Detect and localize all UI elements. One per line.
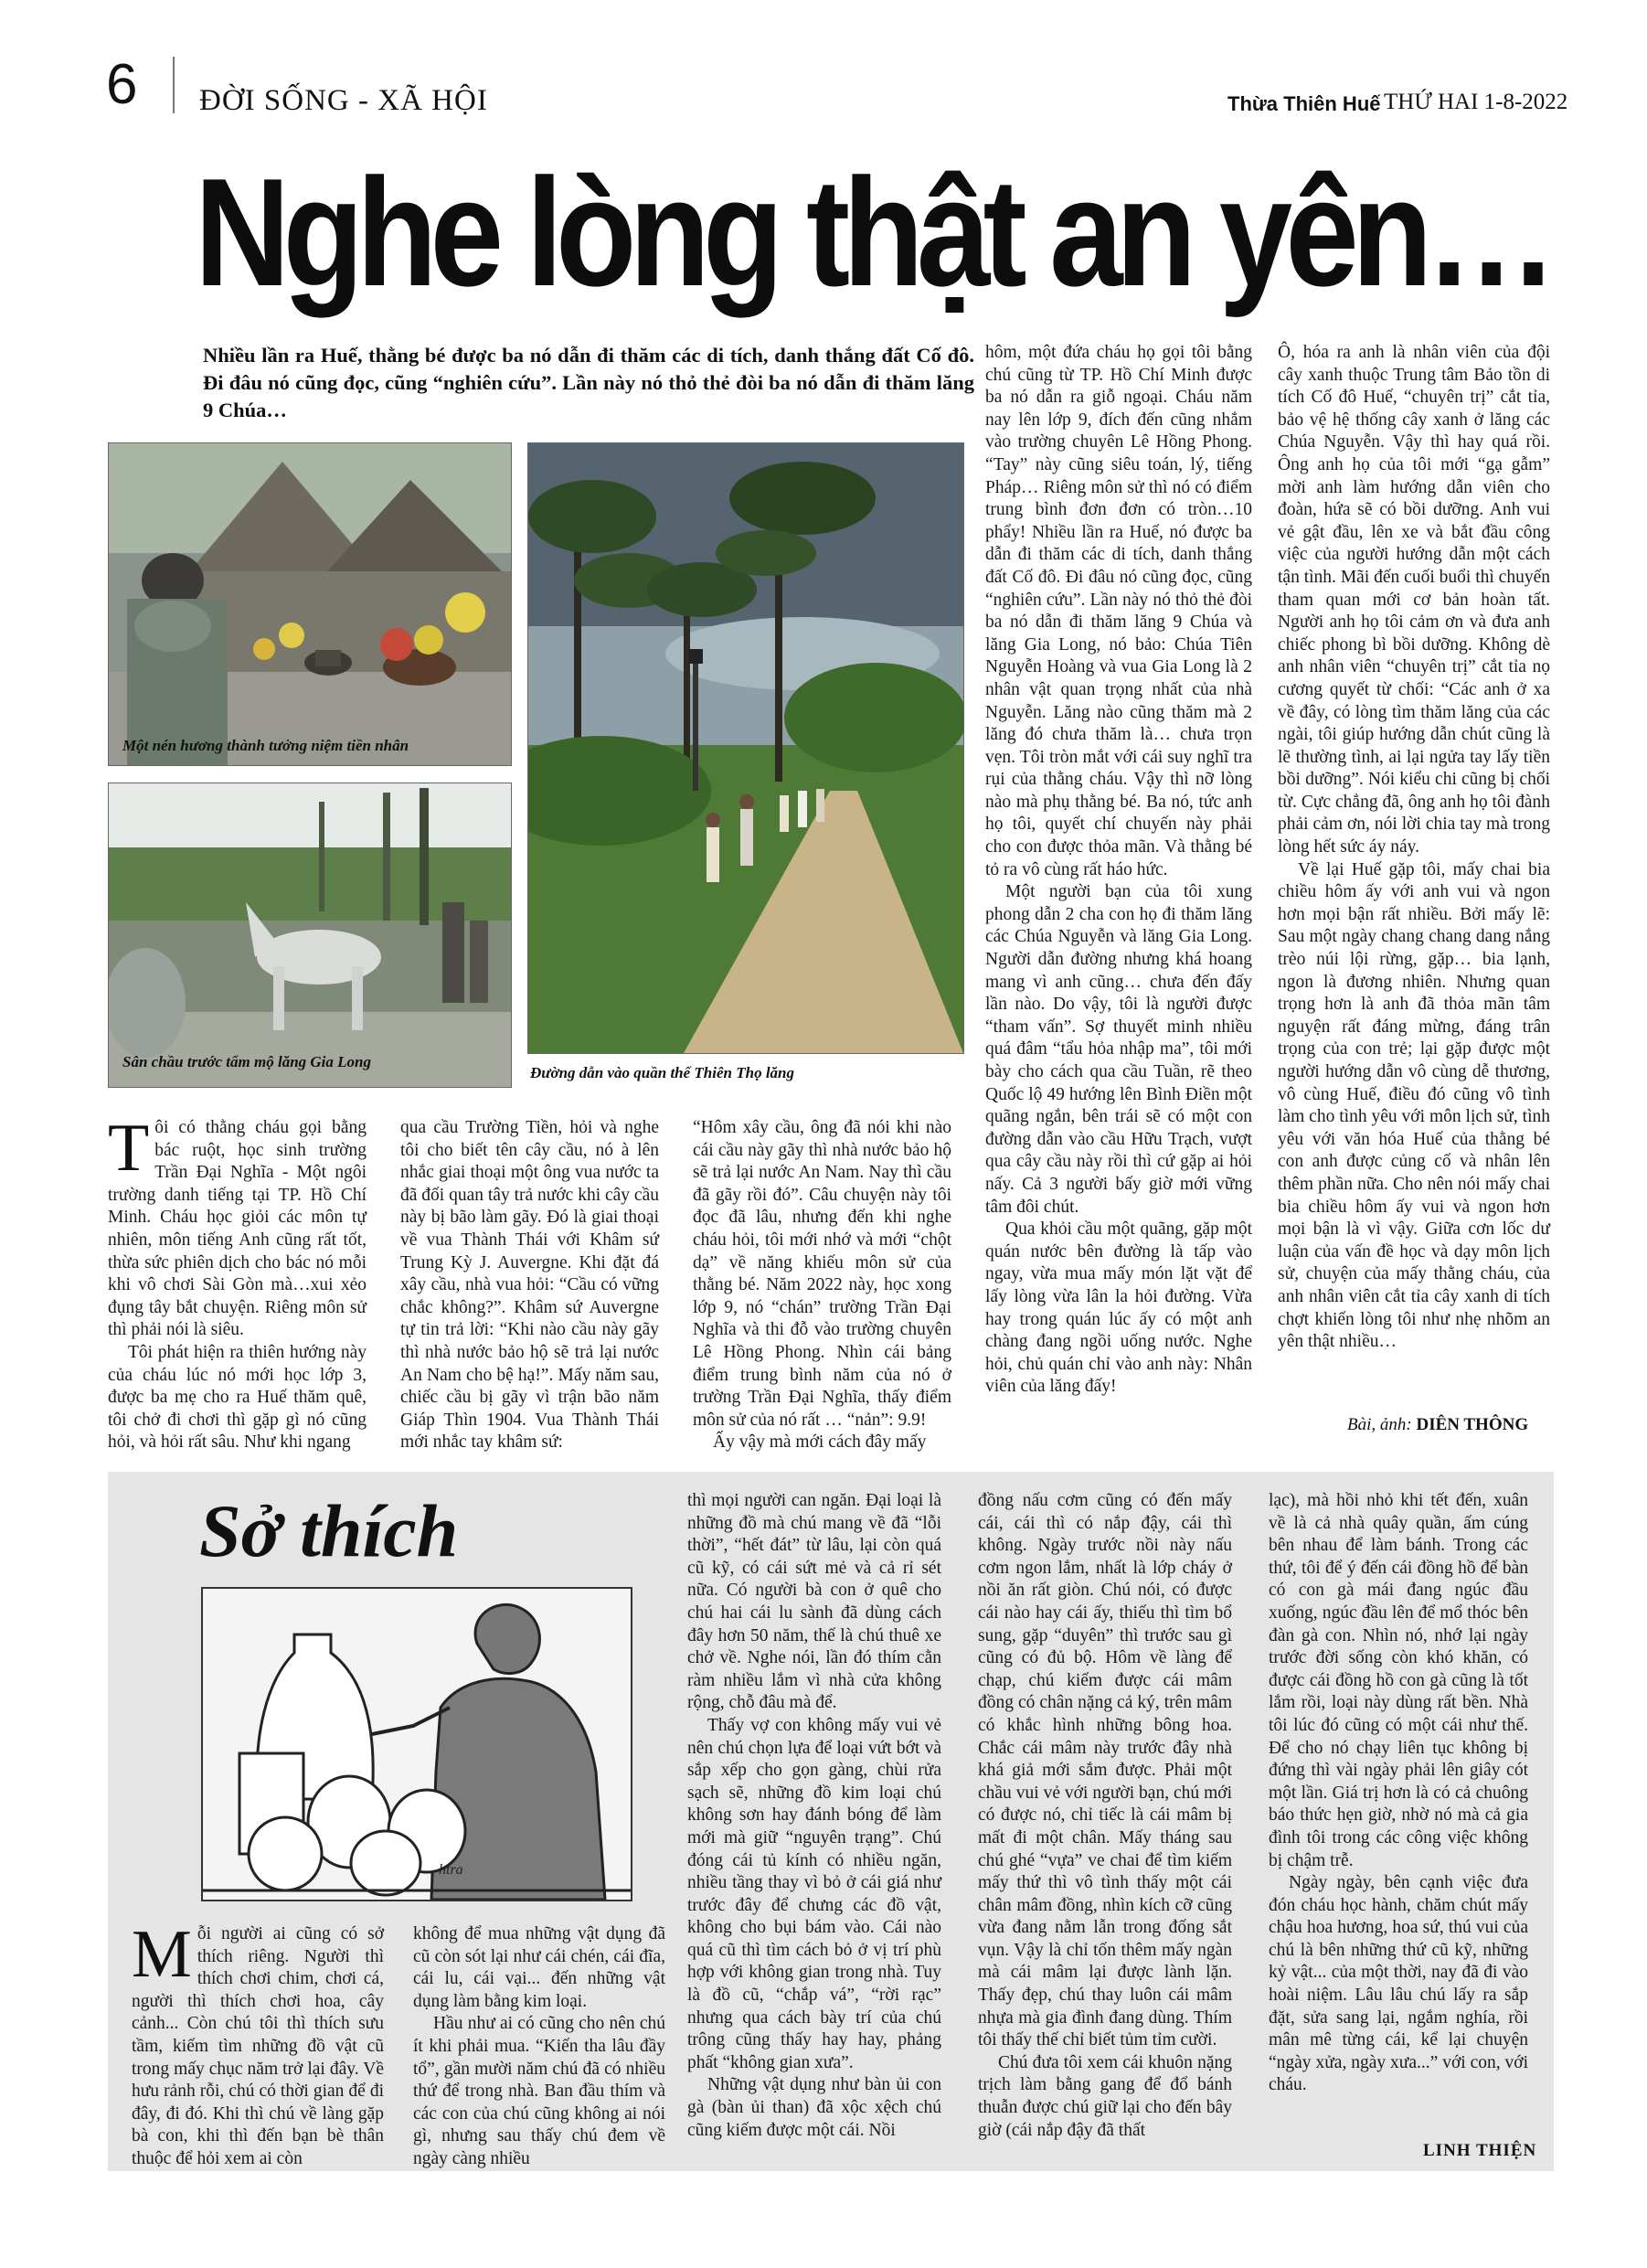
headline: Nghe lòng thật an yên… (195, 146, 1551, 318)
issue-date: THỨ HAI 1-8-2022 (1384, 90, 1568, 114)
feature-col1-p1: ỗi người ai cũng có sở thích riêng. Người thì thích chơi chim, chơi cá, người thì thích chơi hoa, cây cảnh... Còn chú tôi thì thích sưu tầm, kiếm tìm những đồ vật cũ trong mấy chục năm trở lại đây. Về hưu rảnh rỗi, chú có thời gian để đi đây, đi đó. Khi thì chú về làng gặp bà con, khi thì đến bạn bè thân thuộc để hỏi xem ai còn (132, 1924, 384, 2168)
feature-col3-p1: thì mọi người can ngăn. Đại loại là những đồ mà chú mang về đã “lỗi thời”, “hết đát” từ lâu, lại còn quá cũ kỹ, có cái sứt mẻ và cả rỉ sét nữa. Có người bà con ở quê cho chú hai cái lu sành đã dùng cách đây hơn 50 năm, thế là chú thuê xe chở về. Nghe nói, lần đó thím cằn ràm nhiều lắm vì nhà cửa không rộng, chỗ đâu mà để. (687, 1491, 941, 1713)
publication-name: Thừa Thiên Huế (1227, 92, 1381, 115)
page-number: 6 (106, 53, 138, 116)
photo-incense-caption: Một nén hương thành tưởng niệm tiền nhân (122, 737, 409, 754)
feature-col2-p2: Hầu như ai có cũng cho nên chú ít khi phải mua. “Kiến tha lâu đầy tổ”, gần mười năm chú đã có nhiều thứ để trong nhà. Ban đầu thím và các con của chú cũng không ai nói gì, nhưng sau thấy chú đem về ngày càng nhiều (413, 2014, 665, 2168)
feature-dropcap: M (132, 1917, 192, 1992)
article-col4-p1: hôm, một đứa cháu họ gọi tôi bằng chú cũng từ TP. Hồ Chí Minh được ba nó dẫn ra giỗ ngoại. Cháu năm nay lên lớp 9, đích đến cũng nhắm vào trường chuyên Lê Hồng Phong. “Tay” này cũng siêu toán, lý, tiếng Pháp… Riêng môn sử thì nó có điểm trung bình đơn đơn có tròn…10 phẩy! Nhiều lần ra Huế, nó được ba dẫn đi thăm các di tích, danh thắng đất Cố đô. Đi đâu nó cũng đọc, cũng “nghiên cứu”. Lần này nó thỏ thẻ đòi ba nó dẫn đi thăm lăng 9 Chúa và lăng Gia Long, nó bảo: Chúa Tiên Nguyễn Hoàng và vua Gia Long là 2 nhân vật quan trọng nhất của nhà Nguyễn. Lăng nào cũng thăm mà 2 lăng đó chưa thăm là… chưa trọn vẹn. Tôi tròn mắt với cái suy nghĩ tra rụi của thằng cháu. Vậy thì nỡ lòng nào mà phụ thằng bé. Ba nó, tức anh họ tôi, quyết chí chuyến này phải cho con được thỏa mãn. Và thằng bé tỏ ra vô cùng rất háo hức. (985, 343, 1252, 879)
byline-label: Bài, ảnh: (1347, 1415, 1412, 1434)
feature-col4-p2: Chú đưa tôi xem cái khuôn nặng trịch làm bằng gang để đổ bánh thuẫn được chú giữ lại cho đến bây giờ (cái nắp đậy đã thất (978, 2052, 1232, 2140)
article-col5-p1: Ô, hóa ra anh là nhân viên của đội cây xanh thuộc Trung tâm Bảo tồn di tích Cố đô Huế, “chuyên trị” cắt tỉa, bảo vệ hệ thống cây xanh ở lăng các Chúa Nguyễn. Vậy thì hay quá rồi. Ông anh họ của tôi mới “gạ gẫm” mời anh làm hướng dẫn viên cho đoàn, hứa sẽ có bồi dưỡng. Anh vui vẻ gật đầu, lên xe và bắt đầu công việc của người hướng dẫn một cách tận tình. Mãi đến cuối buổi thì chuyến tham quan mới cơ bản hoàn tất. Người anh họ tôi cảm ơn và đưa anh chiếc phong bì bồi dưỡng. Không dè anh nhân viên “chuyên trị” cắt tỉa nọ cương quyết từ chối: “Các anh ở xa về đây, có lòng tìm thăm lăng của các ngài, tôi giúp hướng dẫn chút cũng là lẽ thường tình, ai lại ngửa tay lấy tiền bồi dưỡng”. Nói kiểu chi cũng bị chối từ. Cực chẳng đã, ông anh họ tôi đành phải cảm ơn, nói lời chia tay mà trong lòng hết sức áy náy. (1278, 343, 1550, 857)
article-column-3 (693, 1117, 951, 1454)
article-lead: Nhiều lần ra Huế, thằng bé được ba nó dẫn đi thăm các di tích, danh thắng đất Cố đô. Đi đâu nó cũng đọc, cũng “nghiên cứu”. Lần này nó thỏ thẻ đòi ba nó dẫn đi thăm lăng 9 Chúa… (203, 344, 974, 421)
photo-stone-horse (108, 783, 512, 1088)
article-column-1 (108, 1111, 367, 1454)
article-col1-p2: Tôi phát hiện ra thiên hướng này của cháu lúc nó mới học lớp 3, được ba mẹ cho ra Huế thăm quê, tôi chở đi chơi thì gặp gì nó cũng hỏi, và hỏi rất sâu. Như khi ngang (108, 1342, 367, 1453)
photo-stone-horse-caption: Sân chầu trước tẩm mộ lăng Gia Long (122, 1053, 371, 1070)
feature-col2-p1: không để mua những vật dụng đã cũ còn sót lại như cái chén, cái đĩa, cái lu, cái vại... đến những vật dụng làm bằng kim loại. (413, 1924, 665, 2011)
photo-road (527, 442, 964, 1054)
feature-column-5 (1269, 1490, 1528, 2097)
article-col5-p2: Về lại Huế gặp tôi, mấy chai bia chiều hôm ấy với anh vui và ngon hơn mọi bận rất nhiều. Bởi mấy lẽ: Sau một ngày chang chang dang nắng trèo núi lội rừng, gặp… bia lạnh, ngon là đương nhiên. Nhưng quan trọng hơn là anh đã thỏa mãn tâm nguyện rất đáng mừng, đáng trân trọng của con trẻ; lại gặp được một người hướng dẫn vô cùng dễ thương, vô cùng Huế, điều đó cũng vô tình làm cho tình yêu với môn lịch sử, tình yêu với văn hóa Huế của thằng bé con anh được củng cố và nhân lên thêm phần nữa. Cho nên nói mấy chai bia chiều hôm ấy vui và ngon hơn mọi bận là vì vậy. Giữa cơn lốc dư luận của vấn đề học và dạy môn lịch sử, chuyện của mấy thằng cháu, của anh nhân viên cắt tỉa cây xanh di tích chợt khiến lòng tôi như nhẹ nhõm an yên thật nhiều… (1278, 859, 1550, 1352)
feature-illustration (201, 1587, 632, 1901)
photo-incense-image (109, 443, 511, 765)
photo-road-caption: Đường dẫn vào quần thể Thiên Thọ lăng (530, 1064, 794, 1081)
article-column-2 (400, 1117, 659, 1454)
article-byline (1347, 1415, 1528, 1435)
article-dropcap: T (108, 1111, 150, 1186)
article-col3-p2: Ấy vậy mà mới cách đây mấy (713, 1432, 927, 1453)
feature-col4-p1: đồng nấu cơm cũng có đến mấy cái, cái thì có nắp đậy, cái thì không. Ngày trước nồi này nấu cơm ngon lắm, nhất là lớp cháy ở nồi ăn rất giòn. Chú nói, có được cái nào hay cái ấy, thiếu thì tìm bổ sung, gặp “duyên” thì trước sau gì cũng có đủ bộ. Hôm về làng để chạp, chú kiếm được cái mâm đồng có chân nặng cả ký, trên mâm có khắc hình những bông hoa. Chắc cái mâm này trước đây nhà khá giả mới sắm được. Phải một chầu vui vẻ với người bạn, chú mới có được nó, chỉ tiếc là cái mâm bị mất đi một chân. Mấy tháng sau chú ghé “vựa” ve chai để tìm kiếm mấy thứ thì vô tình thấy một cái chân mâm đồng, nhìn kích cỡ cũng vừa đang nằm lẫn trong đống sắt vụn. Vậy là chỉ tốn thêm mấy ngàn mà cái mâm lại được lành lặn. Thấy đẹp, chú thay luôn cái mâm nhựa mà gia đình đang dùng. Thím tôi thấy thế chỉ biết tủm tỉm cười. (978, 1491, 1232, 2050)
article-col4-p3: Qua khỏi cầu một quãng, gặp một quán nước bên đường là tấp vào ngay, vừa mua mấy món lặt vặt để lấy lòng vừa lân la hỏi đường. Vừa hay trong quán lúc ấy có một anh chàng đang ngồi uống nước. Nghe hỏi, chủ quán chỉ vào anh này: Nhân viên của lăng đấy! (985, 1219, 1252, 1397)
feature-author: LINH THIỆN (1423, 2141, 1537, 2160)
article-col1-p1: ôi có thằng cháu gọi bằng bác ruột, học sinh trường Trần Đại Nghĩa - Một ngôi trường danh tiếng tại TP. Hồ Chí Minh. Cháu học giỏi các môn tự nhiên, môn tiếng Anh cũng rất tốt, thừa sức phiên dịch cho bác nó mỗi khi vô chơi Sài Gòn mà…xui xẻo đụng tây bắt chuyện. Riêng môn sử thì phải nói là siêu. (108, 1118, 367, 1340)
header-divider (173, 57, 175, 113)
feature-column-1 (132, 1917, 384, 2171)
article-col4-p2: Một người bạn của tôi xung phong dẫn 2 cha con họ đi thăm lăng các Chúa Nguyễn và lăng Gia Long. Người dẫn đường nhưng khá hoang mang vì anh cũng… chưa đến đấy lần nào. Do vậy, tôi là người được “tham vấn”. Sợ thuyết minh nhiều quá đâm “tẩu hỏa nhập ma”, tôi mới bày cho cách qua cầu Tuần, rẽ theo Quốc lộ 49 hướng lên Bình Điền một quãng ngắn, bên trái sẽ có một con đường dẫn vào cầu Hữu Trạch, vượt qua cây cầu này rồi thì cứ gặp ai hỏi nấy. Cả 3 người bấy giờ mới vững tâm đôi chút. (985, 882, 1252, 1217)
feature-col3-p2: Thấy vợ con không mấy vui vẻ nên chú chọn lựa để loại vứt bớt và sắp xếp cho gọn gàng, chùi rửa sạch sẽ, những đồ kim loại chú không sơn hay đánh bóng để làm mới mà giữ “nguyên trạng”. Chú đóng cái tủ kính có nhiều ngăn, nhiều tầng thay vì bỏ ở cái giá như trước đây để chưng các đồ vật, không cho bụi bám vào. Cái nào quá cũ thì tìm cách bỏ ở vị trí phù hợp với không gian trong nhà. Tuy là đồ cũ, “chắp vá”, “rời rạc” nhưng qua cách bày trí của chú trông cũng thấy hay hay, phảng phất “không gian xưa”. (687, 1715, 941, 2072)
illustration-collector-image (203, 1589, 631, 1900)
article-col2-p1: qua cầu Trường Tiền, hỏi và nghe tôi cho biết tên cây cầu, nó à lên nhắc giai thoại một ông vua nước ta đã đối quan tây trả nước khi cây cầu này bị bão làm gãy. Đó là giai thoại về vua Thành Thái với Khâm sứ Trung Kỳ J. Auvergne. Khi đặt đá xây cầu, nhà vua hỏi: “Cầu có vững chắc không?”. Khâm sứ Auvergne tự tin trả lời: “Khi nào cầu này gãy thì nhà nước bảo hộ sẽ trả lại nước An Nam cho bệ hạ!”. Mấy năm sau, chiếc cầu bị gãy vì trận bão năm Giáp Thìn 1904. Vua Thành Thái mới nhắc tay khâm sứ: (400, 1118, 659, 1453)
byline-name: DIÊN THÔNG (1416, 1415, 1529, 1434)
photo-incense (108, 442, 512, 766)
feature-col3-p3: Những vật dụng như bàn ủi con gà (bàn ủi than) đã xộc xệch chú cũng kiếm được một cái. Nồi (687, 2075, 941, 2140)
feature-col5-p1: lạc), mà hồi nhỏ khi tết đến, xuân về là cả nhà quây quần, ấm cúng bên nhau để làm bánh. Trong các thứ, tôi để ý đến cái đồng hồ để bàn có con gà mái đang ngúc đầu xuống, ngúc đầu lên để mổ thóc bên đàn gà con. Nhìn nó, nhớ lại ngày trước đời sống còn khó khăn, có được cái đồng hồ con gà cũng là tốt lắm rồi, loại này dùng rất bền. Nhà tôi lúc đó cũng có một cái như thế. Để cho nó chạy liên tục không bị đứng thì vài ngày phải lên giây cót một lần. Giá trị hơn là có cả chuông báo thức hẹn giờ, nhờ nó mà cả gia đình tôi trong các công việc không bị chậm trễ. (1269, 1491, 1528, 1870)
illustration-signature: htra (439, 1862, 463, 1878)
article-col3-p1: “Hôm xây cầu, ông đã nói khi nào cái cầu này gãy thì nhà nước bảo hộ sẽ trả lại nước An Nam. Nay thì cầu đã gãy rồi đó”. Câu chuyện này tôi đọc đã lâu, nhưng đến khi nghe cháu hỏi, tôi mới nhớ và mới “chột dạ” về năng khiếu môn sử của thằng bé. Năm 2022 này, học xong lớp 9, nó “chán” trường Trần Đại Nghĩa và thi đỗ vào trường chuyên Lê Hồng Phong. Nhìn cái bảng điểm trung bình năm của nó ở trường Trần Đại Nghĩa, thấy điểm môn sử của nó rất … “nản”: 9.9! (693, 1118, 951, 1430)
article-column-4 (985, 342, 1252, 1399)
feature-column-2 (413, 1923, 665, 2171)
photo-stone-horse-image (109, 783, 511, 1087)
feature-column-4 (978, 1490, 1232, 2142)
photo-road-image (528, 443, 963, 1053)
feature-col5-p2: Ngày ngày, bên cạnh việc đưa đón cháu học hành, chăm chút mấy chậu hoa hương, hoa sứ, thú vui của chú là bên những thứ cũ kỹ, những kỷ vật... của một thời, nay đã đi vào hoài niệm. Lâu lâu chú lấy ra sắp đặt, sửa sang lại, ngắm nghía, rồi mân mê từng cái, kể lại chuyện “ngày xửa, ngày xưa...” với con, với cháu. (1269, 1873, 1528, 2095)
section-title: ĐỜI SỐNG - XÃ HỘI (199, 84, 488, 117)
article-column-5 (1278, 342, 1550, 1354)
feature-title: Sở thích (199, 1489, 459, 1572)
feature-column-3 (687, 1490, 941, 2142)
